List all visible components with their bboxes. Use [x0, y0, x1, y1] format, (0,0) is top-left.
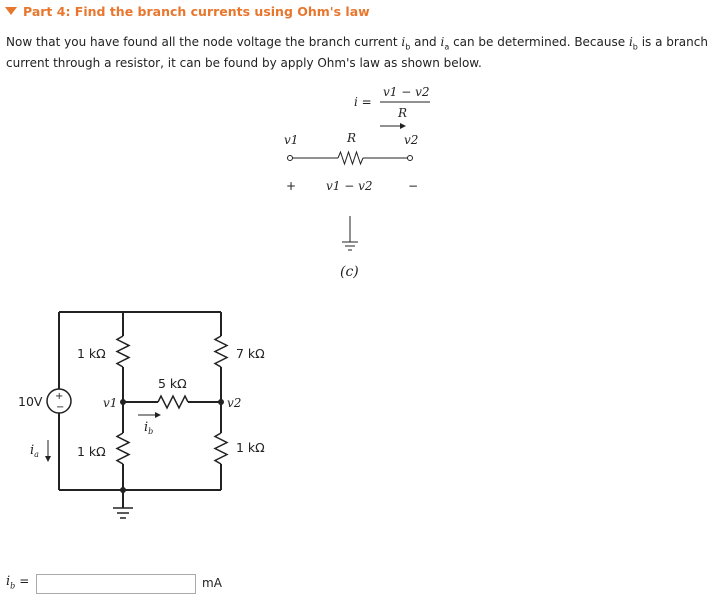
resistor-middle-symbol [158, 396, 188, 408]
node-v2-label: v2 [227, 396, 242, 410]
resistor-bottom-right-symbol [215, 433, 227, 464]
figure-caption: (c) [340, 264, 359, 280]
current-formula-label: i = [354, 95, 372, 109]
ib-answer-input[interactable] [36, 574, 196, 594]
node-v2-dot [218, 399, 224, 405]
formula-numerator: v1 − v2 [383, 85, 430, 99]
resistor-top-left-symbol [117, 336, 129, 367]
ia-label: $i_a$ [30, 443, 39, 459]
r-bottom-right-label: 1 kΩ [236, 440, 265, 455]
ia-arrow-head [45, 456, 51, 462]
source-voltage-label: 10V [18, 394, 43, 409]
plus-sign: + [286, 179, 297, 193]
bottom-node-dot [120, 487, 126, 493]
instructions-text: Now that you have found all the node voltage the branch current $i_b$ and $i_a$ can be determined. Because $i_b$ is a branch current through a resistor, it can be found by apply Ohm's law as shown below. [6, 35, 708, 71]
ib-arrow-head [155, 412, 161, 418]
terminal-left [288, 156, 293, 161]
minus-sign: − [408, 179, 419, 193]
current-arrow-head [400, 123, 406, 129]
circuit-diagram [0, 300, 300, 530]
terminal-right [408, 156, 413, 161]
r-top-right-label: 7 kΩ [236, 346, 265, 361]
resistor-top-right-symbol [215, 336, 227, 367]
ohms-law-figure [270, 80, 440, 285]
source-minus: − [56, 402, 65, 413]
voltage-drop-label: v1 − v2 [326, 179, 373, 193]
answer-label: $i_b$ = [6, 574, 30, 591]
r-top-left-label: 1 kΩ [77, 346, 106, 361]
part-title: Part 4: Find the branch currents using Ohm's law [23, 3, 370, 19]
r-middle-label: 5 kΩ [158, 376, 187, 391]
resistor-bottom-left-symbol [117, 433, 129, 464]
r-bottom-left-label: 1 kΩ [77, 444, 106, 459]
answer-unit: mA [202, 576, 222, 590]
node-v1-label: v1 [103, 396, 118, 410]
triangle-down-icon[interactable] [4, 4, 18, 18]
formula-denominator: R [398, 106, 408, 120]
resistor-symbol [338, 152, 363, 164]
ib-label: $i_b$ [144, 420, 154, 436]
node-v2-label: v2 [404, 133, 419, 147]
part-header[interactable] [4, 2, 370, 20]
node-v1-label: v1 [284, 133, 299, 147]
resistor-r-label: R [347, 131, 357, 145]
source-plus: + [55, 391, 64, 402]
